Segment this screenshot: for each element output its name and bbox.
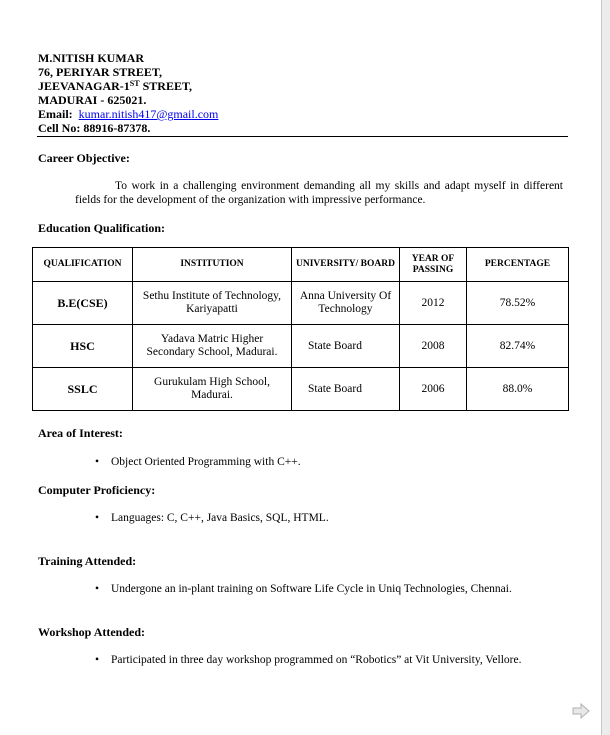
address-line-1: 76, PERIYAR STREET, [38, 65, 163, 79]
training-heading: Training Attended: [38, 554, 137, 568]
cell-label: Cell No: [38, 121, 81, 135]
address-line-2-post: STREET, [139, 79, 193, 93]
career-objective-text: To work in a challenging environment demanding all my skills and adapt myself in different fields for the development of the organization with impressive performance. [75, 180, 563, 206]
cell-line [38, 121, 150, 135]
column-header: UNIVERSITY/ BOARD [292, 248, 400, 282]
address-line-2-pre: JEEVANAGAR-1 [38, 79, 130, 93]
interest-heading: Area of Interest: [38, 426, 123, 440]
column-header: QUALIFICATION [33, 248, 133, 282]
workshop-heading: Workshop Attended: [38, 625, 146, 639]
table-row [33, 325, 569, 368]
email-link[interactable]: kumar.nitish417@gmail.com [78, 107, 219, 121]
training-item [95, 583, 512, 595]
career-objective-heading: Career Objective: [38, 151, 130, 165]
table-header-row [33, 248, 569, 282]
bullet-icon: • [95, 456, 100, 468]
qualification-cell: B.E(CSE) [33, 282, 133, 325]
candidate-name: M.NITISH KUMAR [38, 51, 145, 65]
education-heading: Education Qualification: [38, 221, 166, 235]
column-header: PERCENTAGE [467, 248, 569, 282]
board-cell: Anna University Of Technology [292, 282, 400, 325]
address-line-2 [38, 79, 192, 93]
column-header: INSTITUTION [133, 248, 292, 282]
header-divider [37, 136, 568, 137]
table-row [33, 282, 569, 325]
table-row [33, 368, 569, 411]
proficiency-item-text: Languages: C, C++, Java Basics, SQL, HTML. [111, 512, 329, 524]
workshop-item [95, 654, 521, 666]
bullet-icon: • [95, 654, 100, 666]
qualification-cell: HSC [33, 325, 133, 368]
year-cell: 2012 [400, 282, 467, 325]
bullet-icon: • [95, 583, 100, 595]
qualification-cell: SSLC [33, 368, 133, 411]
cell-value: 88916-87378. [83, 121, 151, 135]
institution-cell: Yadava Matric Higher Secondary School, Madurai. [133, 325, 292, 368]
interest-item [95, 456, 301, 468]
training-item-text: Undergone an in-plant training on Software Life Cycle in Uniq Technologies, Chennai. [111, 583, 512, 595]
address-line-2-sup: ST [129, 79, 140, 88]
percentage-cell: 78.52% [467, 282, 569, 325]
board-cell: State Board [292, 325, 400, 368]
institution-cell: Gurukulam High School, Madurai. [133, 368, 292, 411]
address-line-3: MADURAI - 625021. [38, 93, 147, 107]
email-label: Email: [38, 107, 73, 121]
column-header: YEAR OF PASSING [400, 248, 467, 282]
arrow-right-icon[interactable] [572, 703, 590, 719]
institution-cell: Sethu Institute of Technology, Kariyapatti [133, 282, 292, 325]
interest-item-text: Object Oriented Programming with C++. [111, 456, 301, 468]
proficiency-heading: Computer Proficiency: [38, 483, 156, 497]
percentage-cell: 82.74% [467, 325, 569, 368]
workshop-item-text: Participated in three day workshop programmed on “Robotics” at Vit University, Vellore. [111, 654, 522, 666]
proficiency-item [95, 512, 329, 524]
email-line [38, 107, 218, 121]
board-cell: State Board [292, 368, 400, 411]
education-table [32, 247, 569, 411]
year-cell: 2006 [400, 368, 467, 411]
bullet-icon: • [95, 512, 100, 524]
year-cell: 2008 [400, 325, 467, 368]
percentage-cell: 88.0% [467, 368, 569, 411]
